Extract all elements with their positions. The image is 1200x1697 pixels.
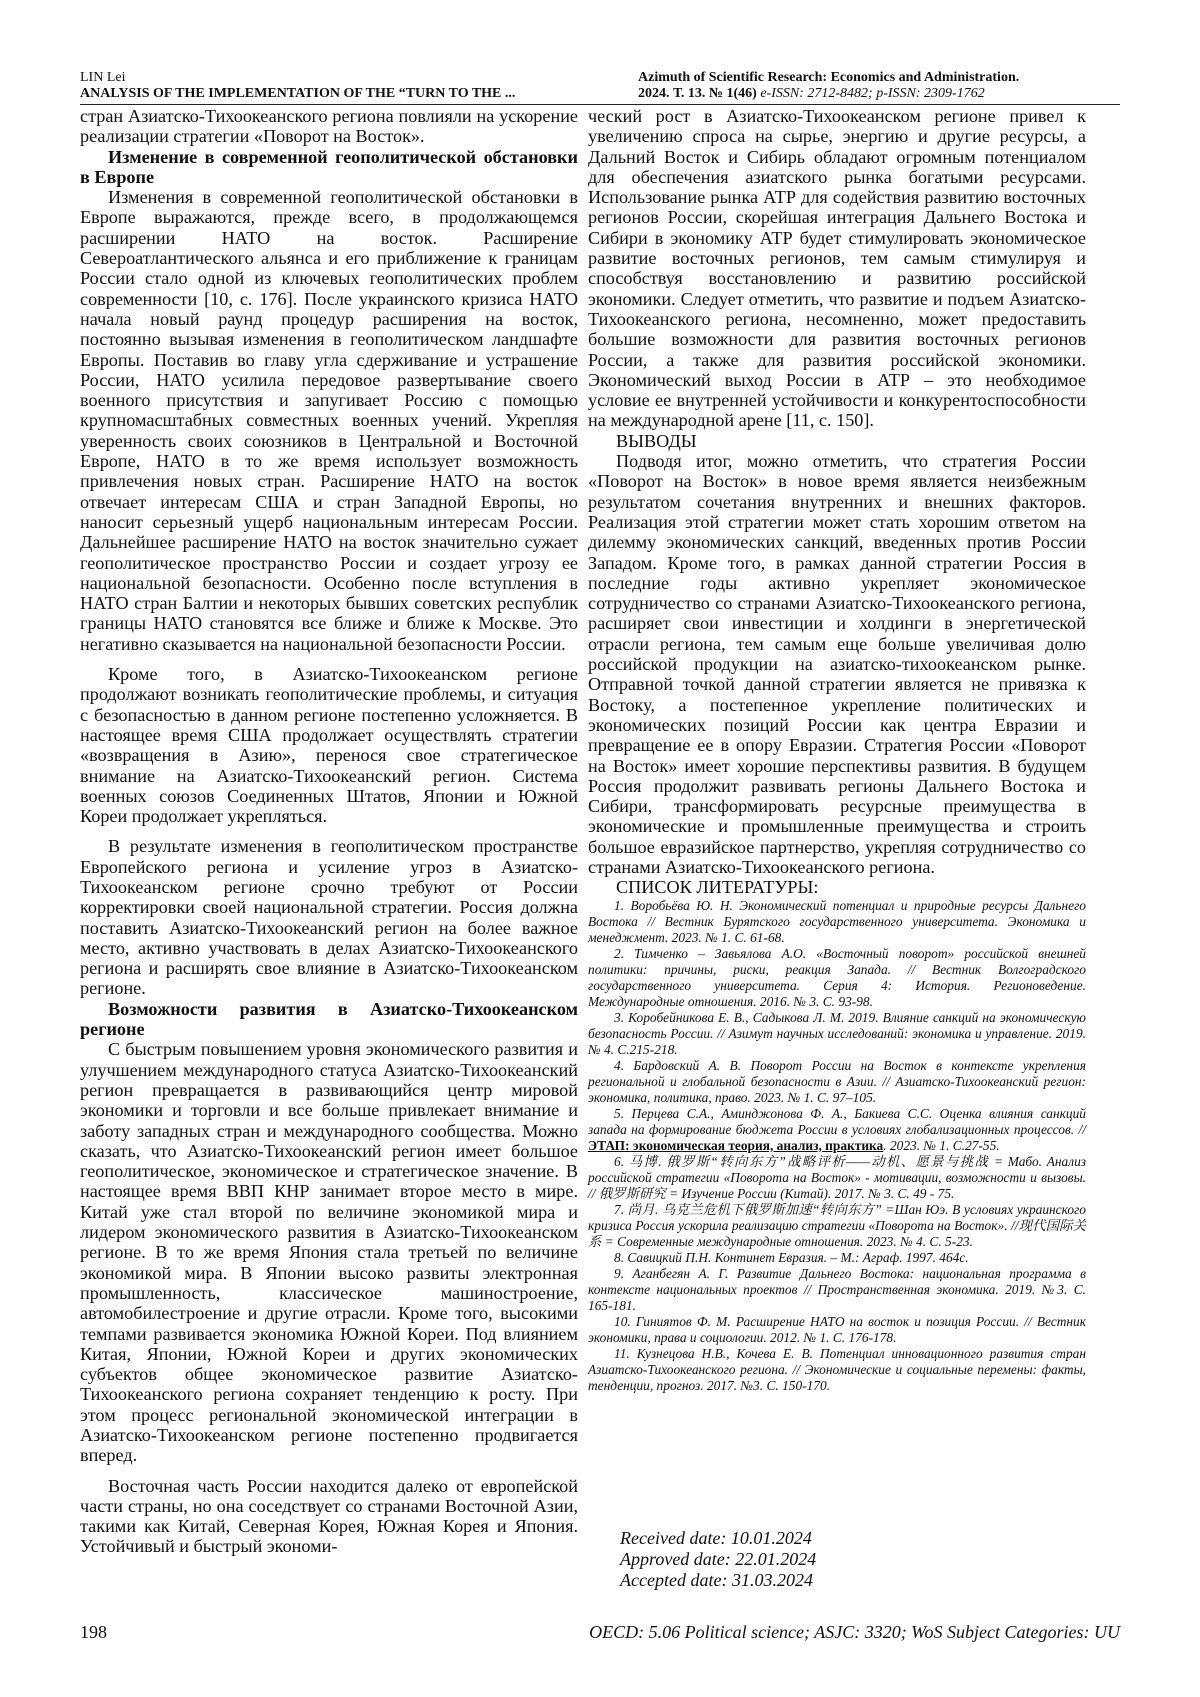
reference-journal-link[interactable]: ЭТАП: экономическая теория, анализ, практика	[588, 1137, 884, 1153]
reference-item: 8. Савицкий П.Н. Континет Евразия. – М.: Аграф. 1997. 464с.	[614, 1249, 969, 1265]
header-journal: Azimuth of Scientific Research: Economics and Administration.	[638, 70, 1020, 85]
running-header-right	[638, 70, 1118, 102]
references-heading: СПИСОК ЛИТЕРАТУРЫ:	[616, 877, 819, 898]
received-date: Received date: 10.01.2024	[620, 1528, 812, 1548]
accepted-date: Accepted date: 31.03.2024	[620, 1570, 813, 1590]
reference-text: 5. Перцева С.А., Аминджонова Ф. А., Бакиева С.С. Оценка влияния санкций запада на формирование бюджета России в условиях глобализационных процессов. //	[588, 1105, 1086, 1137]
reference-item: 3. Коробейникова Е. В., Садыкова Л. М. 2019. Влияние санкций на экономическую безопасность России. // Азимут научных исследований: экономика и управление. 2019. № 4. С.215-218.	[588, 1009, 1086, 1057]
section-heading: Возможности развития в Азиатско-Тихоокеанском регионе	[80, 998, 578, 1040]
paragraph: В результате изменения в геополитическом пространстве Европейского региона и усиление угроз в Азиатско-Тихоокеанском регионе срочно требуют от России корректировки своей национальной стратегии. Россия должна поставить Азиатско-Тихоокеанский регион на более важное место, активно участвовать в делах Азиатско-Тихоокеанского региона и расширять свое влияние в Азиатско-Тихоокеанском регионе.	[80, 836, 578, 999]
reference-item: 6. 马博. 俄罗斯“转向东方”战略评析——动机、愿景与挑战 = Мабо. Анализ российской стратегии «Поворота на Восток» - мотивации, возможности и вызовы. // 俄罗斯研究 = Изучение России (Китай). 2017. № 3. С. 49 - 75.	[588, 1153, 1086, 1201]
reference-item: 2. Тимченко – Завьялова А.О. «Восточный поворот» российской внешней политики: причины, риски, реакция Запада. // Вестник Волгоградского государственного университета. Серия 4: История. Регионоведение. Международные отношения. 2016. № 3. С. 93-98.	[588, 945, 1086, 1009]
reference-text: . 2023. № 1. С.27-55.	[883, 1137, 1000, 1153]
header-volume: 2024. Т. 13. № 1(46)	[638, 86, 757, 101]
left-column	[80, 106, 578, 1557]
article-dates	[620, 1528, 816, 1591]
reference-item: 10. Гиниятов Ф. М. Расширение НАТО на восток и позиция России. // Вестник экономики, права и социологии. 2012. № 1. С. 176-178.	[588, 1313, 1086, 1345]
reference-item	[588, 1106, 1086, 1154]
header-divider	[80, 104, 1120, 105]
reference-item: 4. Бардовский А. В. Поворот России на Восток в контексте укрепления региональной и глобальной безопасности в Азии. // Азиатско-Тихоокеанский регион: экономика, политика, право. 2023. № 1. С. 97–105.	[588, 1057, 1086, 1105]
conclusions-heading: ВЫВОДЫ	[616, 430, 697, 451]
paragraph: Восточная часть России находится далеко от европейской части страны, но она соседствует со странами Восточной Азии, такими как Китай, Северная Корея, Южная Корея и Япония. Устойчивый и быстрый экономи-	[80, 1475, 578, 1557]
header-article-title: ANALYSIS OF THE IMPLEMENTATION OF THE “TURN TO THE ...	[80, 86, 516, 101]
paragraph: стран Азиатско-Тихоокеанского региона повлияли на ускорение реализации стратегии «Поворот на Восток».	[80, 106, 578, 147]
paragraph: ческий рост в Азиатско-Тихоокеанском регионе привел к увеличению спроса на сырье, энергию и другие ресурсы, а Дальний Восток и Сибирь обладают огромным потенциалом для обеспечения азиатского рынка богатыми ресурсами. Использование рынка АТР для содействия развитию восточных регионов России, скорейшая интеграция Дальнего Востока и Сибири в экономику АТР будет стимулировать экономическое развитие восточных регионов, тем самым стимулируя и способствуя восстановлению и развитию российской экономики. Следует отметить, что развитие и подъем Азиатско-Тихоокеанского региона, несомненно, может предоставить большие возможности для развития восточных регионов России, а также для развития российской экономики. Экономический выход России в АТР – это необходимое условие ее внутренней устойчивости и конкурентоспособности на международной арене [11, с. 150].	[588, 106, 1086, 431]
reference-item: 1. Воробьёва Ю. Н. Экономический потенциал и природные ресурсы Дальнего Востока // Вестник Бурятского государственного университета. Экономика и менеджмент. 2023. № 1. С. 61-68.	[588, 897, 1086, 945]
paragraph: Кроме того, в Азиатско-Тихоокеанском регионе продолжают возникать геополитические проблемы, и ситуация с безопасностью в данном регионе постепенно усложняется. В настоящее время США продолжает осуществлять стратегии «возвращения в Азию», перенося свое стратегическое внимание на Азиатско-Тихоокеанский регион. Система военных союзов Соединенных Штатов, Японии и Южной Кореи продолжает укрепляться.	[80, 664, 578, 827]
right-column	[588, 106, 1086, 1394]
header-author: LIN Lei	[80, 70, 126, 85]
paragraph: Подводя итог, можно отметить, что стратегия России «Поворот на Восток» в новое время является неизбежным результатом сочетания внутренних и внешних факторов. Реализация этой стратегии может стать хорошим ответом на дилемму экономических санкций, введенных против России Западом. Кроме того, в рамках данной стратегии Россия в последние годы активно укрепляет экономическое сотрудничество со странами Азиатско-Тихоокеанского региона, расширяет свои инвестиции и холдинги в энергетической отрасли региона, тем самым еще больше увеличивая долю российской продукции на азиатско-тихоокеанском рынке. Отправной точкой данной стратегии является не привязка к Востоку, а постепенное укрепление политических и экономических позиций России как центра Евразии и превращение ее в опору Евразии. Стратегия России «Поворот на Восток» имеет хорошие перспективы развития. В будущем Россия продолжит развивать регионы Дальнего Востока и Сибири, трансформировать ресурсные преимущества в экономические и промышленные преимущества и строить большое евразийское партнерство, укрепляя сотрудничество со странами Азиатско-Тихоокеанского региона.	[588, 451, 1086, 877]
page-number: 198	[80, 1622, 107, 1642]
approved-date: Approved date: 22.01.2024	[620, 1549, 817, 1569]
section-heading: Изменение в современной геополитической обстановки в Европе	[80, 146, 578, 187]
footer-classification: OECD: 5.06 Political science; ASJC: 3320; WoS Subject Categories: UU	[589, 1622, 1120, 1642]
reference-item: 7. 尚月. 乌克兰危机下俄罗斯加速“转向东方” =Шан Юэ. В условиях украинского кризиса Россия ускорила реализацию стратегии «Поворота на Восток». //现代国际关系 = Современные международные отношения. 2023. № 4. С. 5-23.	[588, 1201, 1086, 1249]
running-header-left	[80, 70, 600, 102]
reference-item: 11. Кузнецова Н.В., Кочева Е. В. Потенциал инновационного развития стран Азиатско-Тихоокеанского региона. // Экономические и социальные перемены: факты, тенденции, прогноз. 2017. №3. С. 150-170.	[588, 1345, 1086, 1393]
paragraph: Изменения в современной геополитической обстановки в Европе выражаются, прежде всего, в продолжающемся расширении НАТО на восток. Расширение Североатлантического альянса и его приближение к границам России стало одной из ключевых геополитических проблем современности [10, с. 176]. После украинского кризиса НАТО начала новый раунд процедур расширения на восток, постоянно вызывая изменения в геополитическом ландшафте Европы. Поставив во главу угла сдерживание и устрашение России, НАТО усилила передовое развертывание своего военного присутствия и запугивает Россию с помощью крупномасштабных совместных военных учений. Укрепляя уверенность своих союзников в Центральной и Восточной Европе, НАТО в то же время использует возможность привлечения новых стран. Расширение НАТО на восток отвечает интересам США и стран Западной Европы, но наносит серьезный ущерб национальным интересам России. Дальнейшее расширение НАТО на восток значительно сужает геополитическое пространство России и создает угрозу ее национальной безопасности. Особенно после вступления в НАТО стран Балтии и некоторых бывших советских республик границы НАТО становятся все ближе и ближе к Москве. Это негативно сказывается на национальной безопасности России.	[80, 187, 578, 654]
header-issn: e-ISSN: 2712-8482; p-ISSN: 2309-1762	[756, 86, 985, 101]
reference-list	[588, 898, 1086, 1394]
reference-item: 9. Аганбегян А. Г. Развитие Дальнего Востока: национальная программа в контексте национальных проектов // Пространственная экономика. 2019. №3. С. 165-181.	[588, 1265, 1086, 1313]
paragraph: С быстрым повышением уровня экономического развития и улучшением международного статуса Азиатско-Тихоокеанский регион превращается в развивающийся центр мировой экономики и торговли и все больше привлекает внимание и заботу западных стран и международного сообщества. Можно сказать, что Азиатско-Тихоокеанский регион имеет большое геополитическое, экономическое и стратегическое значение. В настоящее время ВВП КНР занимает второе место в мире. Китай уже стал второй по величине экономикой мира и лидером экономического развития в Азиатско-Тихоокеанском регионе. В то же время Япония стала третьей по величине экономикой мира. В Японии высоко развиты электронная промышленность, классическое машиностроение, автомобилестроение и другие отрасли. Кроме того, высокими темпами развивается экономика Южной Кореи. Под влиянием Китая, Японии, Южной Кореи и других экономических субъектов общее экономическое развитие Азиатско-Тихоокеанского региона сохраняет тенденцию к росту. При этом процесс региональной экономической интеграции в Азиатско-Тихоокеанском регионе постепенно продвигается вперед.	[80, 1039, 578, 1466]
